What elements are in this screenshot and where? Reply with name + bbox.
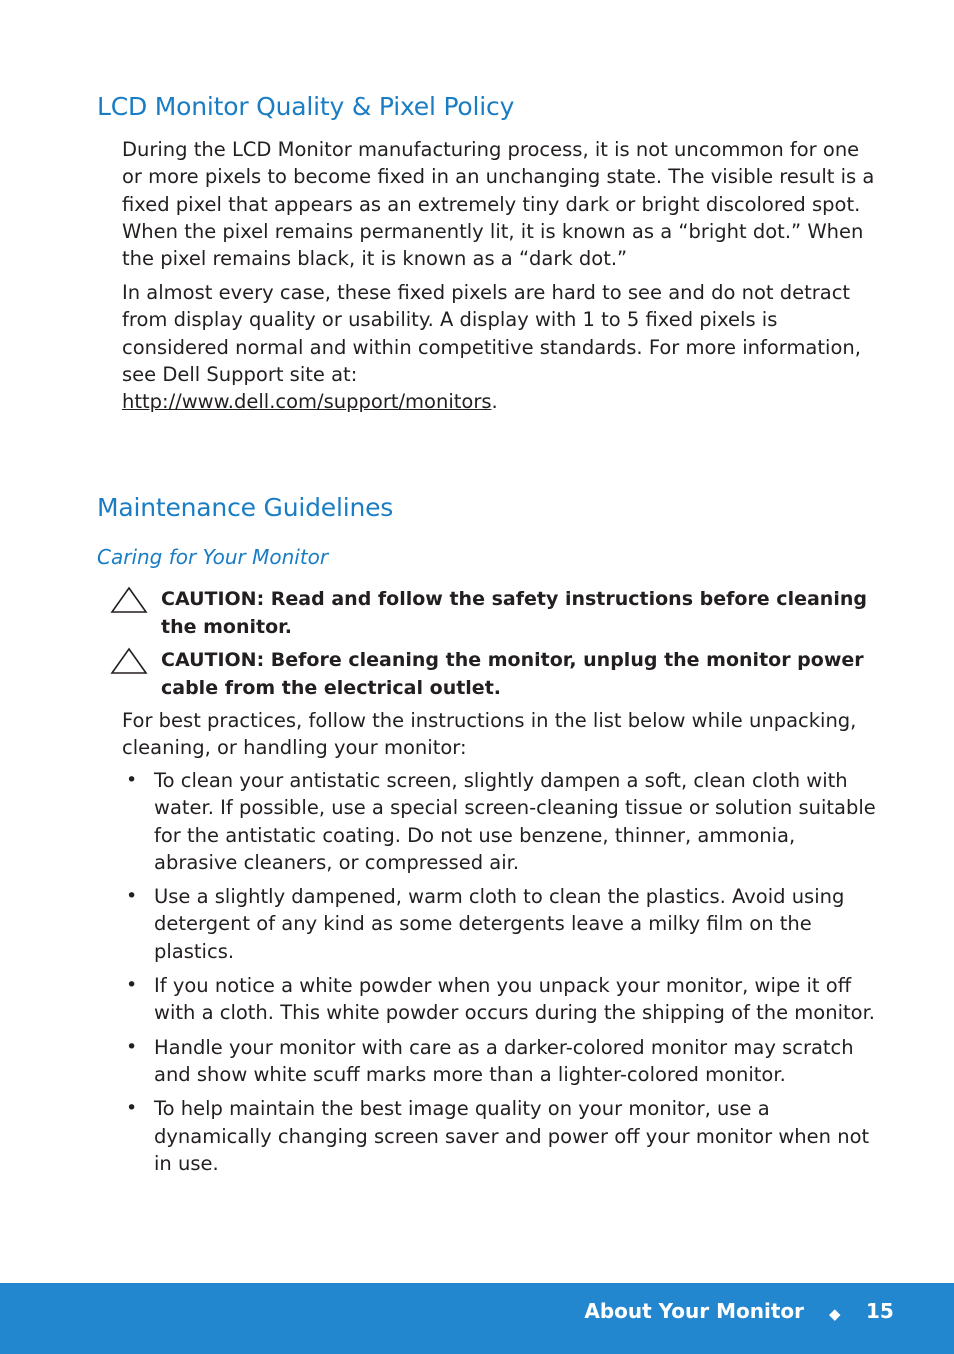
warning-triangle-icon bbox=[110, 585, 148, 615]
caution-notice-1 bbox=[110, 585, 890, 645]
pixel-policy-heading: LCD Monitor Quality & Pixel Policy bbox=[97, 92, 515, 121]
caution-text-1: CAUTION: Read and follow the safety instructions before cleaning the monitor. bbox=[161, 588, 867, 638]
list-item bbox=[122, 1095, 884, 1177]
link-period: . bbox=[491, 390, 498, 414]
list-item bbox=[122, 767, 884, 876]
list-item-text: To clean your antistatic screen, slightly dampen a soft, clean cloth with water. If possible, use a special screen-cleaning tissue or solution suitable for the antistatic coating. Do not use benzene, thinner, ammonia, abrasive cleaners, or compressed air. bbox=[154, 769, 876, 874]
caring-subheading: Caring for Your Monitor bbox=[97, 545, 329, 569]
dell-support-link[interactable]: http://www.dell.com/support/monitors bbox=[122, 390, 492, 414]
bullet-icon: • bbox=[126, 1097, 138, 1120]
bullet-icon: • bbox=[126, 885, 138, 908]
maintenance-heading: Maintenance Guidelines bbox=[97, 493, 394, 522]
footer-section-title: About Your Monitor bbox=[584, 1299, 804, 1323]
caution-text-2: CAUTION: Before cleaning the monitor, unplug the monitor power cable from the electrical outlet. bbox=[161, 649, 864, 699]
page-number: 15 bbox=[866, 1299, 894, 1323]
maintenance-bullet-list bbox=[122, 767, 884, 1184]
pixel-policy-paragraph-2 bbox=[122, 279, 882, 415]
bullet-icon: • bbox=[126, 769, 138, 791]
diamond-icon: ◆ bbox=[829, 1305, 841, 1323]
maintenance-intro: For best practices, follow the instructions in the list below while unpacking, cleaning, or handling your monitor: bbox=[122, 709, 857, 760]
caution-notice-2 bbox=[110, 646, 890, 706]
list-item-text: If you notice a white powder when you unpack your monitor, wipe it off with a cloth. This white powder occurs during the shipping of the monitor. bbox=[154, 974, 876, 1025]
list-item-text: Use a slightly dampened, warm cloth to clean the plastics. Avoid using detergent of any kind as some detergents leave a milky film on the plastics. bbox=[154, 885, 845, 963]
list-item-text: To help maintain the best image quality on your monitor, use a dynamically changing screen saver and power off your monitor when not in use. bbox=[154, 1097, 870, 1175]
bullet-icon: • bbox=[126, 1035, 138, 1058]
warning-triangle-icon bbox=[110, 646, 148, 676]
bullet-icon: • bbox=[126, 974, 138, 997]
list-item bbox=[122, 972, 884, 1027]
list-item bbox=[122, 883, 884, 965]
list-item-text: Handle your monitor with care as a darker-colored monitor may scratch and show white scuff marks more than a lighter-colored monitor. bbox=[154, 1035, 854, 1086]
list-item bbox=[122, 1034, 884, 1089]
page-footer bbox=[0, 1283, 954, 1354]
pixel-policy-paragraph-2-text: In almost every case, these fixed pixels are hard to see and do not detract from display quality or usability. A display with 1 to 5 fixed pixels is considered normal and within competitive standards. For more information, see Dell Support site at: bbox=[122, 281, 861, 386]
pixel-policy-paragraph-1: During the LCD Monitor manufacturing process, it is not uncommon for one or more pixels to become fixed in an unchanging state. The visible result is a fixed pixel that appears as an extremely tiny dark or bright discolored spot. When the pixel remains permanently lit, it is known as a “bright dot.” When the pixel remains black, it is known as a “dark dot.” bbox=[122, 138, 875, 271]
